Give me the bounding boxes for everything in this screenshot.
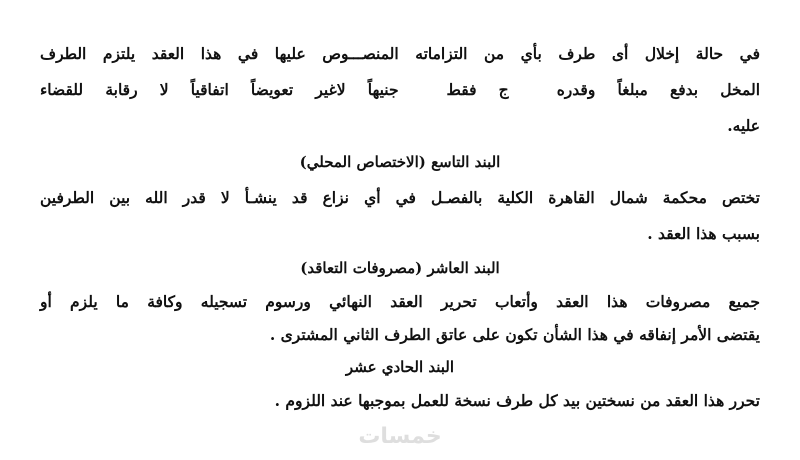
tenth-clause-heading: البند العاشر (مصروفات التعاقد) (300, 259, 500, 277)
penalty-clause-line-3: عليه. (727, 116, 760, 135)
tenth-clause-line-1: جميع مصروفات هذا العقد وأتعاب تحرير العقد النهائي ورسوم تسجيله وكافة ما يلزم أو (40, 292, 760, 311)
penalty-currency-text: ج فقط (446, 80, 509, 99)
penalty-compensation-text: جنيهاً لاغير تعويضاً اتفاقياً لا رقابة للقضاء (40, 80, 399, 99)
ninth-clause-line-1: تختص محكمة شمال القاهرة الكلية بالفصـل في أي نزاع قد ينشـأ لا قدر الله بين الطرفين (40, 188, 760, 207)
ninth-clause-line-2: بسبب هذا العقد . (647, 224, 760, 243)
penalty-amount-text: المخل بدفع مبلغاً وقدره (556, 80, 761, 99)
tenth-clause-line-2: يقتضى الأمر إنفاقه في هذا الشأن تكون على عاتق الطرف الثاني المشترى . (269, 325, 760, 344)
eleventh-clause-line-1: تحرر هذا العقد من نسختين بيد كل طرف نسخة للعمل بموجبها عند اللزوم . (274, 391, 760, 410)
watermark-logo: خمسات (358, 424, 442, 449)
eleventh-clause-heading: البند الحادي عشر (345, 358, 455, 376)
ninth-clause-heading: البند التاسع (الاختصاص المحلي) (299, 153, 501, 171)
penalty-clause-line-1: في حالة إخلال أى طرف بأي من التزاماته المنصـــوص عليها في هذا العقد يلتزم الطرف (40, 44, 760, 63)
penalty-clause-line-2 (40, 72, 760, 108)
contract-document (40, 36, 760, 417)
